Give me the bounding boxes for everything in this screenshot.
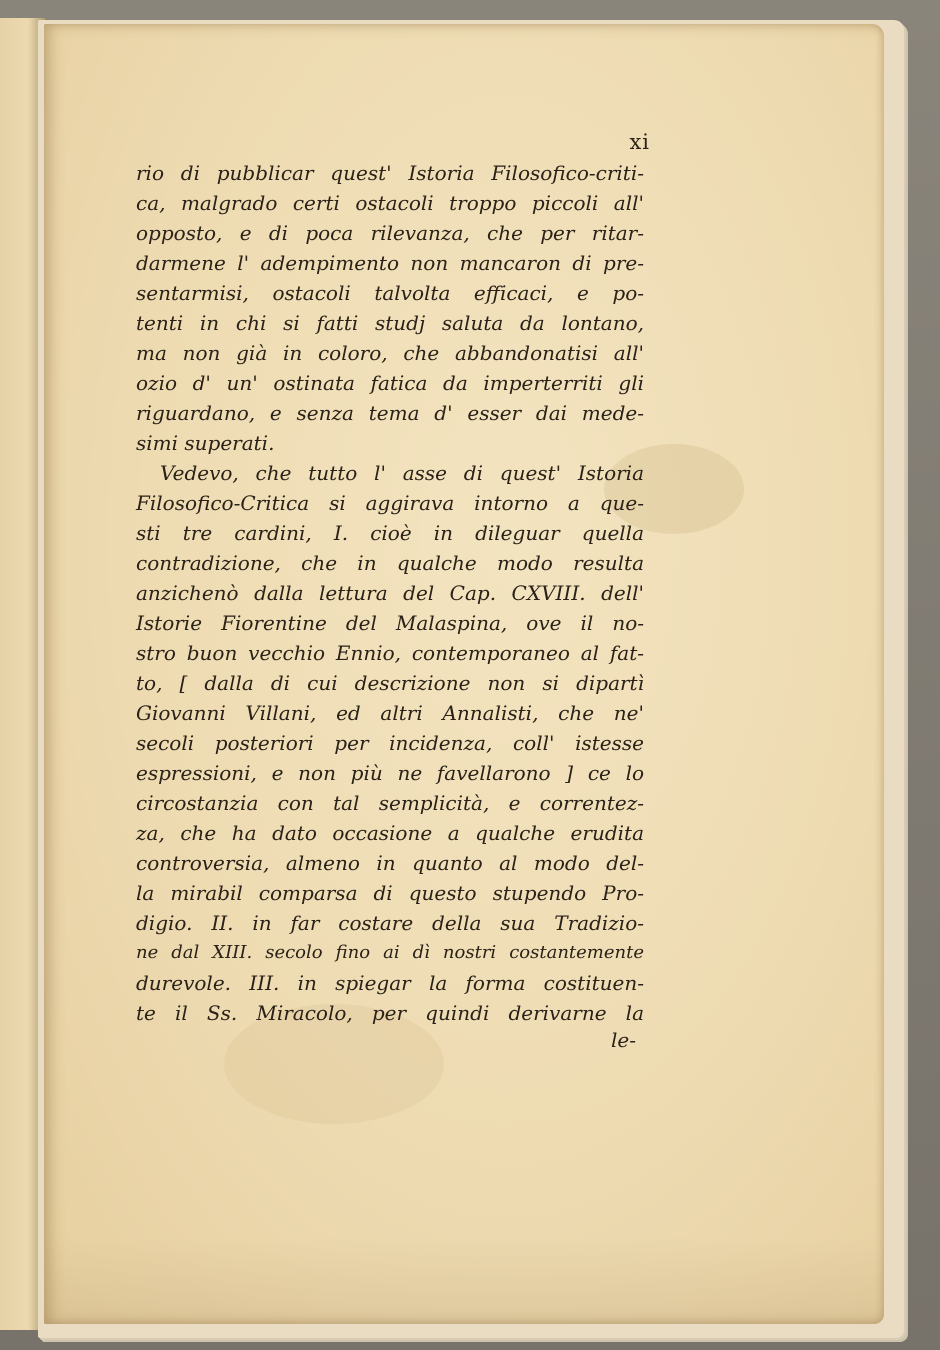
text-line: Istorie Fiorentine del Malaspina, ove il no-	[136, 611, 644, 635]
text-line: te il Ss. Miracolo, per quindi derivarne la	[136, 1001, 644, 1025]
catchword: le-	[611, 1028, 636, 1052]
text-line: ne dal XIII. secolo fino ai dì nostri costantemente	[136, 942, 644, 963]
text-line: to, [ dalla di cui descrizione non si dipartì	[136, 671, 644, 695]
text-line: simi superati.	[136, 431, 275, 455]
text-line: ma non già in coloro, che abbandonatisi all'	[136, 341, 644, 365]
text-line: rio di pubblicar quest' Istoria Filosofico-criti-	[136, 161, 644, 185]
text-line: opposto, e di poca rilevanza, che per ritar-	[136, 221, 644, 245]
text-line: anzichenò dalla lettura del Cap. CXVIII. dell'	[136, 581, 644, 605]
page-text-block	[136, 126, 656, 1052]
text-line: Giovanni Villani, ed altri Annalisti, che ne'	[136, 701, 644, 725]
text-line: durevole. III. in spiegar la forma costituen-	[136, 971, 644, 995]
text-line: controversia, almeno in quanto al modo del-	[136, 851, 644, 875]
page-number: xi	[629, 130, 650, 154]
text-line: sentarmisi, ostacoli talvolta efficaci, e po-	[136, 281, 644, 305]
text-line: sti tre cardini, I. cioè in dileguar quella	[136, 521, 644, 545]
text-line: la mirabil comparsa di questo stupendo Pro-	[136, 881, 644, 905]
text-line: contradizione, che in qualche modo resulta	[136, 551, 644, 575]
text-line: tenti in chi si fatti studj saluta da lontano,	[136, 311, 644, 335]
text-line: circostanzia con tal semplicità, e correntez-	[136, 791, 644, 815]
text-line: Filosofico-Critica si aggirava intorno a que-	[136, 491, 644, 515]
text-line: ozio d' un' ostinata fatica da imperterriti gli	[136, 371, 644, 395]
text-line: stro buon vecchio Ennio, contemporaneo al fat-	[136, 641, 644, 665]
page-bottom-shade	[44, 1236, 884, 1324]
paragraph-start-line: Vedevo, che tutto l' asse di quest' Istoria	[160, 461, 644, 485]
text-line: ca, malgrado certi ostacoli troppo piccoli all'	[136, 191, 644, 215]
text-line: darmene l' adempimento non mancaron di pre-	[136, 251, 644, 275]
text-line: za, che ha dato occasione a qualche erudita	[136, 821, 644, 845]
text-line: digio. II. in far costare della sua Tradizio-	[136, 911, 644, 935]
text-line: riguardano, e senza tema d' esser dai mede-	[136, 401, 644, 425]
text-line: secoli posteriori per incidenza, coll' istesse	[136, 731, 644, 755]
text-line: espressioni, e non più ne favellarono ] ce lo	[136, 761, 644, 785]
